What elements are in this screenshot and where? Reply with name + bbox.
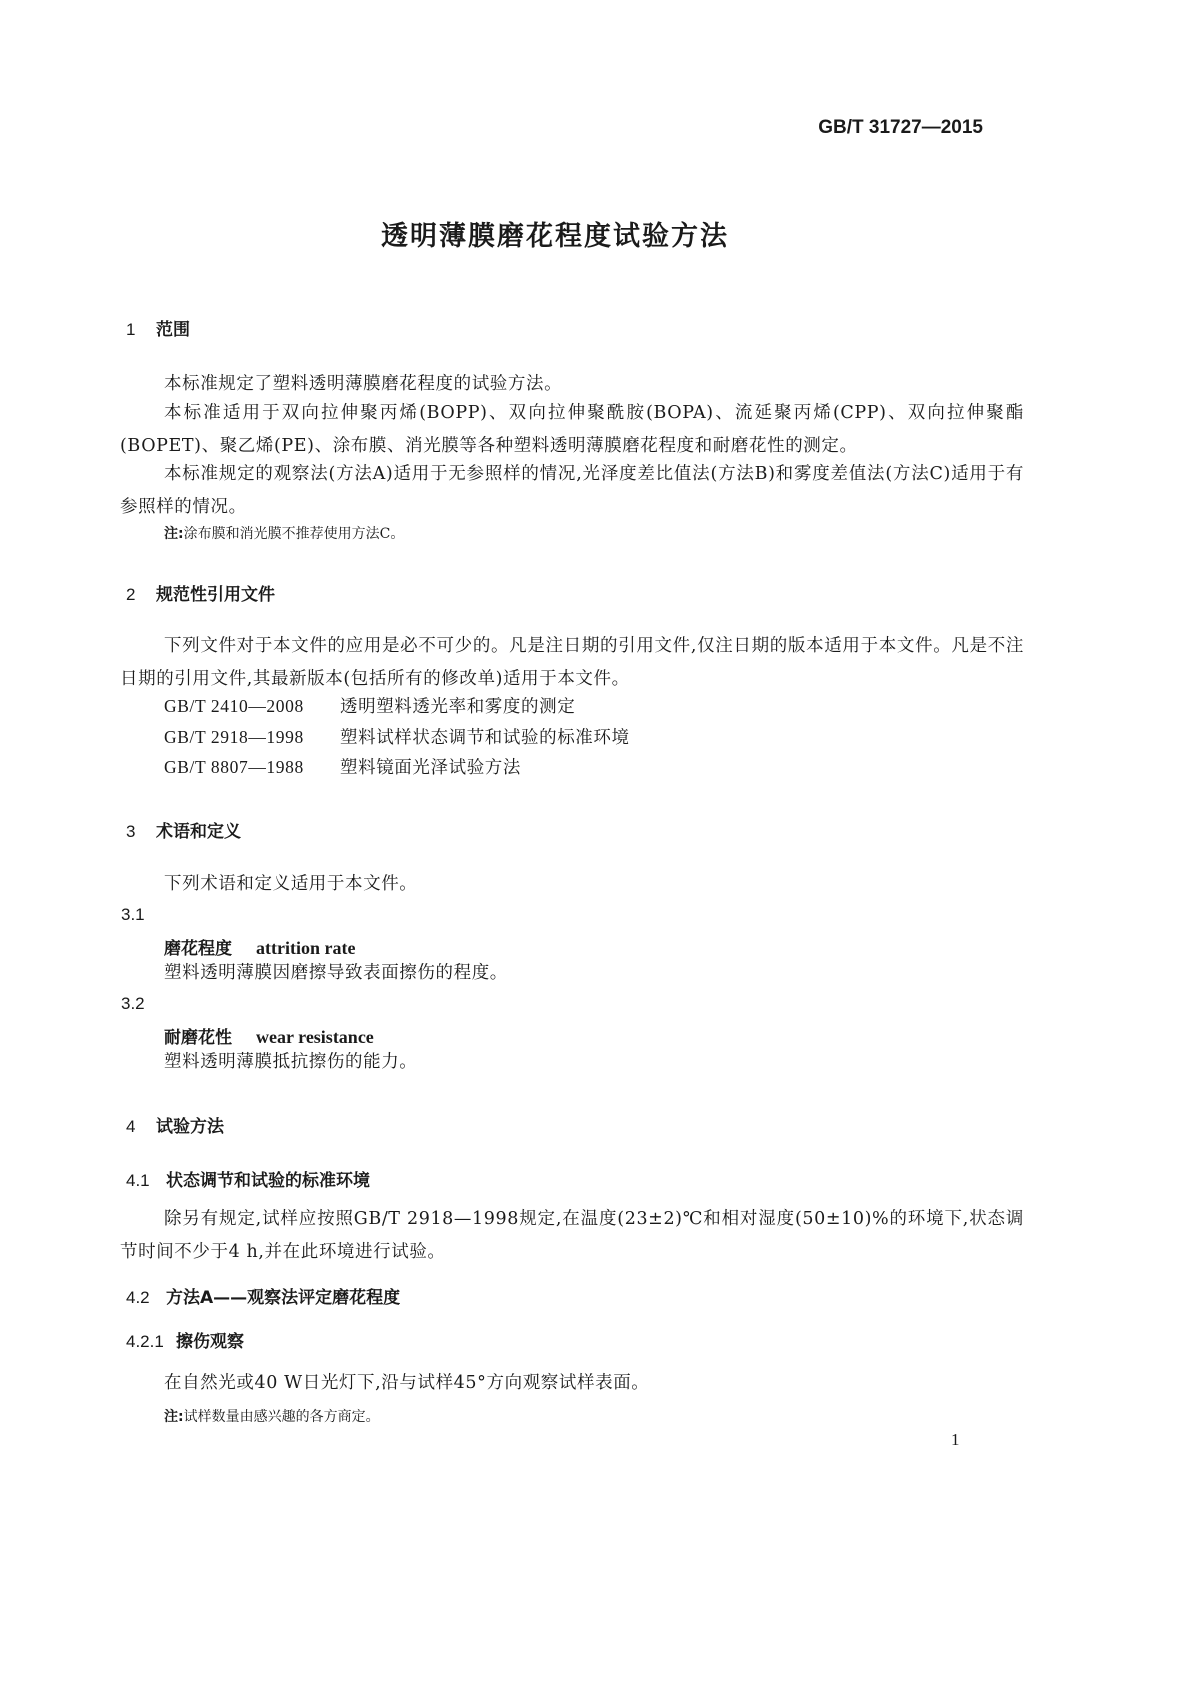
- subsection-4-2-1-heading: [126, 1327, 244, 1352]
- section-title: 规范性引用文件: [156, 585, 275, 605]
- section-number: 4.2.1: [126, 1332, 164, 1351]
- section-title: 范围: [156, 320, 190, 340]
- subsection-4-2-heading: [126, 1283, 400, 1308]
- paragraph: 本标准规定的观察法(方法A)适用于无参照样的情况,光泽度差比值法(方法B)和雾度差值法(方法C)适用于有参照样的情况。: [120, 464, 1024, 517]
- paragraph: 本标准适用于双向拉伸聚丙烯(BOPP)、双向拉伸聚酰胺(BOPA)、流延聚丙烯(CPP)、双向拉伸聚酯(BOPET)、聚乙烯(PE)、涂布膜、消光膜等各种塑料透明薄膜磨花程度和耐磨花性的测定。: [120, 403, 1024, 456]
- section-number: 1: [126, 320, 136, 339]
- section-number: 4.2: [126, 1288, 150, 1307]
- page-number: 1: [951, 1430, 960, 1449]
- section-number: 3: [126, 822, 136, 841]
- note-label: 注:: [164, 1409, 184, 1425]
- paragraph: 在自然光或40 W日光灯下,沿与试样45°方向观察试样表面。: [164, 1373, 650, 1393]
- term-number: 3.1: [121, 905, 145, 924]
- term-heading: [164, 1023, 374, 1048]
- paragraph: 除另有规定,试样应按照GB/T 2918—1998规定,在温度(23±2)℃和相对湿度(50±10)%的环境下,状态调节时间不少于4 h,并在此环境进行试验。: [120, 1209, 1024, 1262]
- reference-code: GB/T 8807—1988: [164, 757, 304, 777]
- subsection-4-1-heading: [126, 1166, 370, 1191]
- standard-number: GB/T 31727—2015: [818, 117, 983, 138]
- note: [164, 523, 404, 543]
- section-title: 术语和定义: [156, 822, 241, 842]
- term-chinese: 耐磨花性: [164, 1028, 232, 1048]
- term-chinese: 磨花程度: [164, 939, 232, 959]
- document-title: 透明薄膜磨花程度试验方法: [381, 221, 729, 252]
- reference-title: 透明塑料透光率和雾度的测定: [340, 697, 576, 717]
- section-number: 4.1: [126, 1171, 150, 1190]
- reference-code: GB/T 2918—1998: [164, 727, 304, 747]
- term-definition: 塑料透明薄膜因磨擦导致表面擦伤的程度。: [164, 963, 508, 983]
- section-number: 4: [126, 1117, 136, 1136]
- paragraph: 下列术语和定义适用于本文件。: [164, 874, 418, 894]
- paragraph: 本标准规定了塑料透明薄膜磨花程度的试验方法。: [164, 374, 563, 394]
- section-1-heading: [126, 315, 190, 340]
- section-title: 试验方法: [156, 1117, 224, 1137]
- note: [164, 1406, 380, 1426]
- section-number: 2: [126, 585, 136, 604]
- term-heading: [164, 934, 355, 959]
- reference-item: [164, 690, 575, 724]
- reference-code: GB/T 2410—2008: [164, 696, 304, 716]
- section-title: 擦伤观察: [176, 1332, 244, 1352]
- section-3-heading: [126, 817, 241, 842]
- term-definition: 塑料透明薄膜抵抗擦伤的能力。: [164, 1052, 418, 1072]
- section-4-heading: [126, 1112, 224, 1137]
- reference-title: 塑料试样状态调节和试验的标准环境: [340, 728, 630, 748]
- paragraph: 下列文件对于本文件的应用是必不可少的。凡是注日期的引用文件,仅注日期的版本适用于本文件。凡是不注日期的引用文件,其最新版本(包括所有的修改单)适用于本文件。: [120, 636, 1024, 689]
- section-title: 状态调节和试验的标准环境: [166, 1171, 370, 1191]
- note-label: 注:: [164, 526, 184, 542]
- section-title: 方法A——观察法评定磨花程度: [166, 1288, 401, 1308]
- section-2-heading: [126, 580, 275, 605]
- reference-item: [164, 751, 521, 785]
- note-text: 涂布膜和消光膜不推荐使用方法C。: [183, 526, 405, 542]
- term-number: 3.2: [121, 994, 145, 1013]
- reference-title: 塑料镜面光泽试验方法: [340, 758, 521, 778]
- reference-item: [164, 721, 630, 755]
- term-english: attrition rate: [256, 938, 356, 958]
- note-text: 试样数量由感兴趣的各方商定。: [183, 1409, 380, 1425]
- term-english: wear resistance: [256, 1027, 374, 1047]
